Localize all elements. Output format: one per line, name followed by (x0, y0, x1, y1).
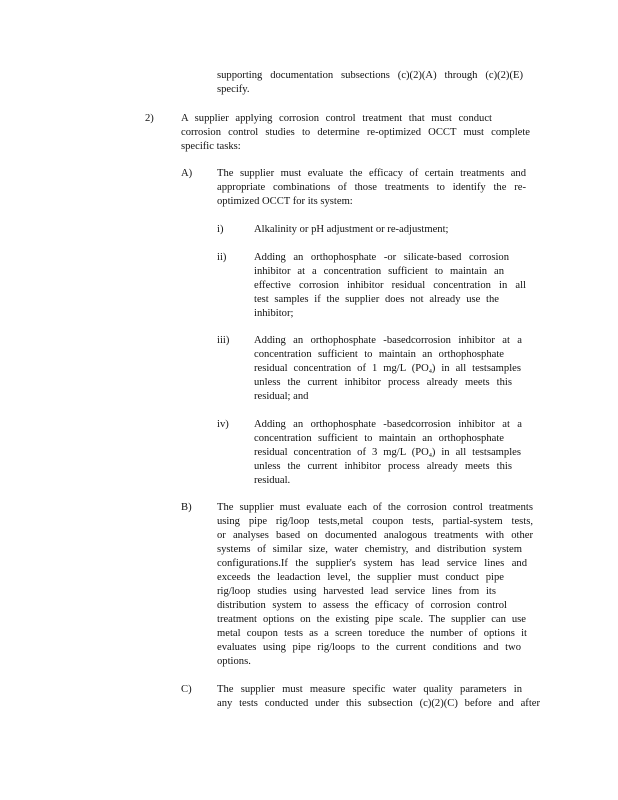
text-line: unless the current inhibitor process already meets this (254, 461, 512, 472)
text-line: metal coupon tests as a screen toreduce the number of options it (217, 628, 527, 639)
text-line: inhibitor; (254, 308, 294, 319)
item-2-label: 2) (145, 113, 154, 124)
text-line: corrosion control studies to determine re-optimized OCCT must complete (181, 127, 530, 138)
item-a-ii-paragraph (254, 251, 526, 321)
text-line: concentration sufficient to maintain an orthophosphate (254, 433, 504, 444)
text-line: Adding an orthophosphate -basedcorrosion inhibitor at a (254, 335, 522, 346)
item-b-paragraph (217, 501, 533, 669)
text-line: inhibitor at a concentration sufficient to maintain an (254, 266, 504, 277)
text-line: specify. (217, 84, 250, 95)
text-line: Alkalinity or pH adjustment or re-adjustment; (254, 224, 449, 235)
text-line: using pipe rig/loop tests,metal coupon tests, partial-system tests, (217, 516, 533, 527)
text-line: residual; and (254, 391, 309, 402)
item-a-iii-paragraph (254, 334, 526, 404)
text-line: distribution system to assess the efficacy of corrosion control (217, 600, 507, 611)
text-line: The supplier must evaluate the efficacy of certain treatments and (217, 168, 526, 179)
item-c-label: C) (181, 684, 192, 695)
text-line: residual concentration of 1 mg/L $(PO_4)$ in all testsamples (254, 363, 521, 375)
text-line: or analyses based on documented analogous treatments with other (217, 530, 533, 541)
text-line: unless the current inhibitor process already meets this (254, 377, 512, 388)
text-line: appropriate combinations of those treatments to identify the re- (217, 182, 526, 193)
text-line: evaluates using pipe rig/loops to the current conditions and two (217, 642, 521, 653)
text-line: systems of similar size, water chemistry, and distribution system (217, 544, 522, 555)
text-line: concentration sufficient to maintain an orthophosphate (254, 349, 504, 360)
text-line: exceeds the leadaction level, the supplier must conduct pipe (217, 572, 504, 583)
text-line: optimized OCCT for its system: (217, 196, 353, 207)
text-line: test samples if the supplier does not already use the (254, 294, 499, 305)
text-line: A supplier applying corrosion control treatment that must conduct (181, 113, 492, 124)
text-line: The supplier must measure specific water quality parameters in (217, 684, 522, 695)
item-a-iv-label: iv) (217, 419, 229, 430)
text-line: rig/loop studies using harvested lead service lines from its (217, 586, 496, 597)
text-line: The supplier must evaluate each of the corrosion control treatments (217, 502, 533, 513)
text-line: treatment options on the existing pipe scale. The supplier can use (217, 614, 526, 625)
text-line: supporting documentation subsections (c)(2)(A) through (c)(2)(E) (217, 70, 523, 81)
text-line: residual. (254, 475, 291, 486)
text-line: configurations.If the supplier's system has lead service lines and (217, 558, 527, 569)
item-a-i-label: i) (217, 224, 224, 235)
item-a-label: A) (181, 168, 193, 179)
item-b-label: B) (181, 502, 192, 513)
item-a-iii-label: iii) (217, 335, 230, 346)
text-line: effective corrosion inhibitor residual concentration in all (254, 280, 526, 291)
text-line: residual concentration of 3 mg/L $(PO_4)$ in all testsamples (254, 447, 521, 459)
text-line: options. (217, 656, 251, 667)
text-line: Adding an orthophosphate -basedcorrosion inhibitor at a (254, 419, 522, 430)
item-c-paragraph (217, 683, 540, 711)
item-2-paragraph (181, 112, 530, 154)
item-a-paragraph (217, 167, 526, 209)
text-line: specific tasks: (181, 141, 241, 152)
item-a-ii-label: ii) (217, 252, 227, 263)
intro-paragraph (217, 69, 523, 97)
text-line: any tests conducted under this subsection (c)(2)(C) before and after (217, 698, 540, 709)
text-line: Adding an orthophosphate -or silicate-based corrosion (254, 252, 509, 263)
item-a-iv-paragraph (254, 418, 526, 488)
item-a-i-paragraph (254, 223, 526, 237)
